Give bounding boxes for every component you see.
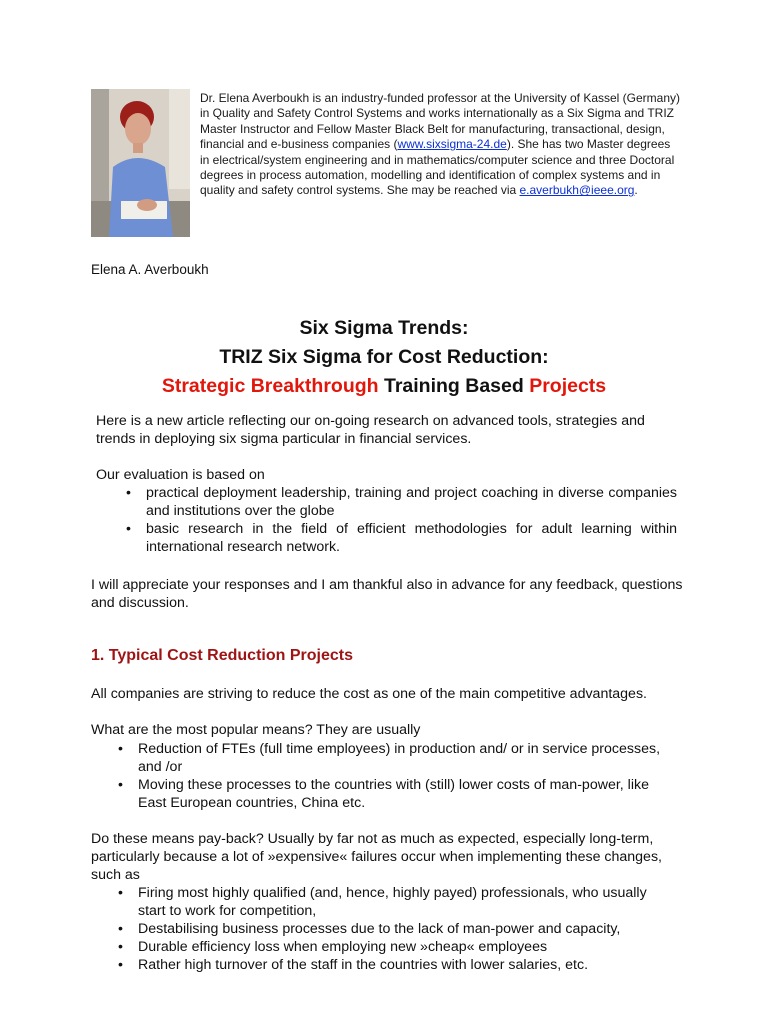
section-paragraph-2: What are the most popular means? They are usually — [91, 722, 421, 738]
author-name: Elena A. Averboukh — [91, 262, 209, 277]
bio-text-2: ). She has two Master degrees in electrical/system engineering and in mathematics/computer science and three Doctoral degrees in process automation, modelling and identification of complex systems and in quality and safety control systems. She may be reached via — [200, 137, 675, 198]
title-line-1: Six Sigma Trends: — [299, 317, 469, 339]
list-item: • basic research in the field of efficient methodologies for adult learning within international research network. — [120, 520, 677, 556]
email-link[interactable]: e.averbukh@ieee.org — [519, 183, 635, 198]
title-line-2: TRIZ Six Sigma for Cost Reduction: — [219, 346, 549, 368]
title-strategic-breakthrough: Strategic Breakthrough — [161, 375, 379, 397]
appreciation-paragraph: I will appreciate your responses and I am thankful also in advance for any feedback, questions and discussion. — [91, 577, 683, 611]
section-paragraph-3: Do these means pay-back? Usually by far not as much as expected, especially long-term, particularly because a lot of »expensive« failures occur when implementing these changes, such as — [91, 831, 662, 883]
bio-text-1: Dr. Elena Averboukh is an industry-funded professor at the University of Kassel (Germany) in Quality and Safety Control Systems and works internationally as a Six Sigma and TRIZ Master Instructor and Fellow Master Black Belt for manufacturing, transactional, design, financial and e-business companies ( — [200, 91, 681, 152]
author-bio — [200, 91, 680, 199]
list-item: • Moving these processes to the countries with (still) lower costs of man-power, like East European countries, China etc. — [112, 776, 677, 812]
section-heading: 1. Typical Cost Reduction Projects — [91, 647, 353, 664]
title-projects: Projects — [529, 375, 607, 397]
list-item: • Reduction of FTEs (full time employees) in production and/ or in service processes, and /or — [112, 740, 677, 776]
means-list — [112, 740, 677, 812]
list-item: • Firing most highly qualified (and, hence, highly payed) professionals, who usually start to work for competition, — [112, 884, 677, 920]
list-item: • Rather high turnover of the staff in the countries with lower salaries, etc. — [112, 956, 677, 974]
list-item: • Durable efficiency loss when employing new »cheap« employees — [112, 938, 677, 956]
bio-text-3: . — [634, 183, 638, 198]
article-title — [0, 314, 768, 401]
title-line-3 — [0, 372, 768, 401]
website-link[interactable]: www.sixsigma-24.de — [397, 137, 507, 152]
evaluation-list — [120, 484, 677, 556]
evaluation-lead: Our evaluation is based on — [96, 467, 265, 483]
title-training-based: Training Based — [378, 375, 530, 397]
section-paragraph-1: All companies are striving to reduce the cost as one of the main competitive advantages. — [91, 686, 647, 702]
failures-list — [112, 884, 677, 974]
list-item: • practical deployment leadership, training and project coaching in diverse companies and institutions over the globe — [120, 484, 677, 520]
author-photo — [91, 89, 190, 237]
intro-paragraph: Here is a new article reflecting our on-going research on advanced tools, strategies and trends in deploying six sigma particular in financial services. — [96, 413, 645, 447]
list-item: • Destabilising business processes due to the lack of man-power and capacity, — [112, 920, 677, 938]
